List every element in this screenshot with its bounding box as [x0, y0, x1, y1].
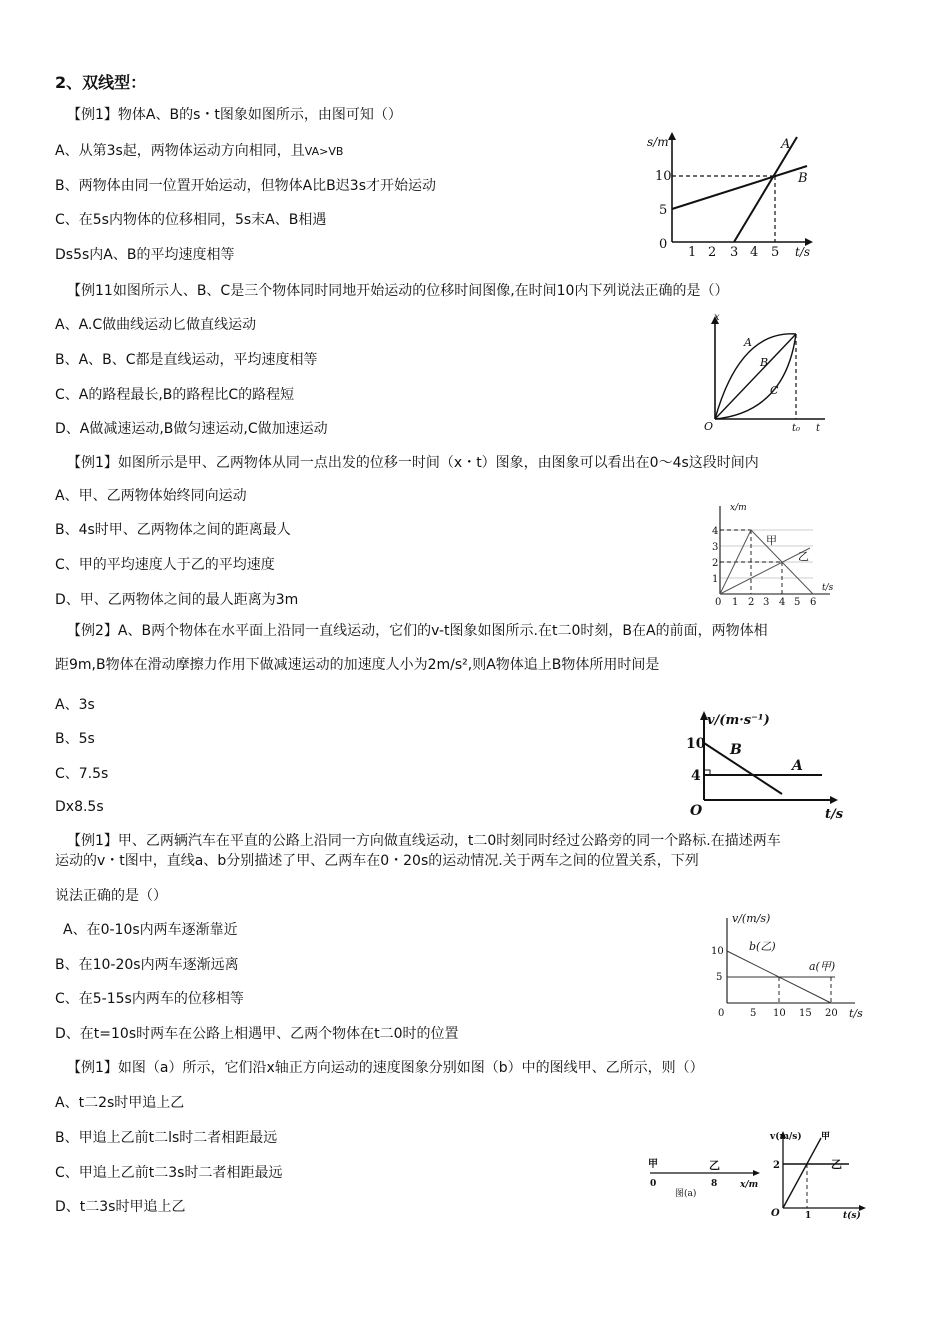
q5-option-c: C、在5-15s内两车的位移相等	[55, 991, 244, 1007]
q4-label-b: B	[730, 742, 742, 758]
q4-origin: O	[690, 803, 703, 819]
q2-label-b: B	[760, 356, 769, 369]
q6-option-b: B、甲追上乙前t二ls时二者相距最远	[55, 1130, 278, 1146]
q6b-label-jia: 甲	[821, 1132, 831, 1142]
q4-vt-graph	[680, 708, 845, 820]
q5-x-ticks	[718, 1008, 838, 1019]
q6a-x-label: x/m	[740, 1180, 759, 1190]
q4-option-a: A、3s	[55, 697, 95, 713]
svg-text:1: 1	[732, 597, 739, 608]
q4-option-c: C、7.5s	[55, 766, 109, 782]
svg-text:3: 3	[712, 542, 719, 553]
q2-option-d: D、A做减速运动,B做匀速运动,C做加速运动	[55, 421, 328, 437]
q1-tick-10: 10	[655, 169, 672, 184]
q3-x-label: t/s	[822, 583, 834, 593]
q5-tick-10: 10	[711, 946, 724, 957]
q2-option-a: A、A.C做曲线运动匕做直线运动	[55, 317, 257, 333]
svg-text:6: 6	[810, 597, 817, 608]
q1-y-arrow	[668, 132, 676, 140]
svg-text:1: 1	[712, 574, 719, 585]
q2-label-a: A	[744, 336, 752, 349]
q2-origin: O	[704, 420, 714, 433]
q1-tick-x3: 3	[730, 245, 739, 260]
svg-text:15: 15	[799, 1008, 812, 1019]
q1-tick-x1: 1	[688, 245, 697, 260]
q1-line-a	[734, 137, 797, 242]
q3-label-jia: 甲	[766, 534, 777, 547]
q3-option-b: B、4s时甲、乙两物体之间的距离最人	[55, 522, 291, 538]
q6-option-a: A、t二2s时甲追上乙	[55, 1095, 185, 1111]
q5-stem-line2: 运动的v・t图中，直线a、b分别描述了甲、乙两车在0・20s的运动情况.关于两车之间的位置关系，下列	[55, 853, 699, 869]
q5-stem-line1: 【例1】甲、乙两辆汽车在平直的公路上沿同一方向做直线运动，t二0时刻同时经过公路旁的同一个路标.在描述两车	[67, 833, 781, 849]
q1-option-a-text: A、从第3s起，两物体运动方向相同，且	[55, 143, 305, 159]
q4-label-a: A	[792, 758, 803, 774]
q6-option-c: C、甲追上乙前t二3s时二者相距最远	[55, 1165, 283, 1181]
svg-text:5: 5	[794, 597, 801, 608]
q5-option-d: D、在t=10s时两车在公路上相遇甲、乙两个物体在t二0时的位置	[55, 1026, 459, 1042]
q6a-x-arrow	[753, 1170, 760, 1176]
q6a-caption: 图(a)	[675, 1189, 697, 1199]
q5-y-label: v/(m/s)	[732, 912, 771, 925]
section-title: 2、双线型：	[55, 73, 147, 92]
q3-y-label: x/m	[730, 503, 747, 513]
q6a-label-jia: 甲	[648, 1159, 658, 1170]
q6-figure-a	[645, 1156, 765, 1208]
q6b-label-yi: 乙	[831, 1158, 842, 1171]
q6-figure-b	[765, 1126, 875, 1220]
q5-label-a: a(甲)	[809, 960, 836, 973]
q1-line-b	[672, 166, 807, 209]
svg-text:20: 20	[825, 1008, 838, 1019]
q5-vt-graph	[705, 910, 875, 1025]
q5-option-b: B、在10-20s内两车逐渐远离	[55, 957, 239, 973]
q4-tick-10: 10	[686, 736, 706, 752]
q3-x-ticks	[715, 597, 816, 608]
q1-tick-x5: 5	[771, 245, 780, 260]
q4-y-label: v/(m·s⁻¹)	[707, 713, 770, 728]
q1-option-d: Ds5s内A、B的平均速度相等	[55, 247, 235, 263]
q6b-line-jia	[783, 1138, 821, 1208]
q1-tick-x2: 2	[708, 245, 717, 260]
q1-st-graph	[645, 132, 820, 267]
q4-option-b: B、5s	[55, 731, 95, 747]
q6b-tick-1: 1	[805, 1211, 812, 1221]
q3-label-yi: 乙	[798, 550, 809, 563]
q3-xt-graph	[712, 498, 842, 608]
svg-text:2: 2	[712, 558, 719, 569]
q1-tick-5: 5	[659, 203, 668, 218]
svg-text:10: 10	[773, 1008, 786, 1019]
q6b-y-label: v(m/s)	[770, 1132, 802, 1142]
q2-option-b: B、A、B、C都是直线运动，平均速度相等	[55, 352, 318, 368]
q3-option-a: A、甲、乙两物体始终同向运动	[55, 488, 247, 504]
q1-option-c: C、在5s内物体的位移相同，5s末A、B相遇	[55, 212, 327, 228]
svg-text:5: 5	[750, 1008, 757, 1019]
q3-y-ticks	[712, 526, 718, 585]
q5-x-label: t/s	[849, 1007, 863, 1020]
q1-label-a: A	[781, 137, 791, 152]
q2-xt-graph	[700, 312, 830, 437]
svg-text:4: 4	[779, 597, 786, 608]
q1-option-a-va: VA>VB	[304, 145, 344, 158]
q3-line-yi	[720, 548, 810, 594]
q6b-origin: O	[771, 1208, 780, 1219]
q3-option-d: D、甲、乙两物体之间的最人距离为3m	[55, 592, 299, 608]
q4-tick-4: 4	[691, 768, 701, 784]
q2-x-label: t	[816, 423, 821, 434]
q2-option-c: C、A的路程最长,B的路程比C的路程短	[55, 387, 295, 403]
q5-stem-line3: 说法正确的是（）	[55, 888, 167, 904]
q4-line-b	[704, 743, 782, 794]
q6b-x-label: t(s)	[843, 1211, 861, 1221]
q1-label-b: B	[798, 171, 808, 186]
svg-text:2: 2	[748, 597, 755, 608]
q1-stem: 【例1】物体A、B的s・t图象如图所示，由图可知（）	[67, 107, 402, 123]
svg-text:0: 0	[715, 597, 722, 608]
q4-stem-line2: 距9m,B物体在滑动摩擦力作用下做减速运动的加速度人小为2m/s²,则A物体追上B物体所用时间是	[55, 657, 660, 673]
svg-text:4: 4	[712, 526, 719, 537]
q4-stem-line1: 【例2】A、B两个物体在水平面上沿同一直线运动，它们的v-t图象如图所示.在t二0时刻，B在A的前面，两物体相	[67, 623, 768, 639]
q5-option-a: A、在0-10s内两车逐渐靠近	[63, 922, 238, 938]
q6a-label-yi: 乙	[709, 1159, 720, 1172]
q2-label-c: C	[770, 384, 779, 397]
q2-y-label: x	[714, 312, 720, 323]
q2-stem: 【例11如图所示人、B、C是三个物体同时同地开始运动的位移时间图像,在时间10内下列说法正确的是（）	[67, 283, 729, 299]
q6-option-d: D、t二3s时甲追上乙	[55, 1199, 186, 1215]
q1-y-label: s/m	[647, 135, 669, 149]
q4-x-arrow	[830, 796, 838, 804]
q3-stem: 【例1】如图所示是甲、乙两物体从同一点出发的位移一时间（x・t）图象，由图象可以看出在0〜4s这段时间内	[67, 455, 759, 471]
q3-option-c: C、甲的平均速度人于乙的平均速度	[55, 557, 275, 573]
q5-tick-5: 5	[716, 972, 723, 983]
svg-text:3: 3	[763, 597, 770, 608]
svg-text:0: 0	[718, 1008, 725, 1019]
q1-tick-x4: 4	[750, 245, 759, 260]
q1-option-a	[55, 142, 343, 161]
q5-label-b: b(乙)	[749, 940, 776, 953]
q6a-tick-8: 8	[711, 1179, 718, 1189]
q2-t0-label: t₀	[792, 423, 801, 434]
q6b-tick-2: 2	[773, 1160, 780, 1171]
q6-stem: 【例1】如图（a）所示，它们沿x轴正方向运动的速度图象分别如图（b）中的图线甲、乙所示，则（）	[67, 1060, 704, 1076]
q1-x-label: t/s	[795, 245, 811, 259]
q1-option-b: B、两物体由同一位置开始运动，但物体A比B迟3s才开始运动	[55, 178, 436, 194]
q1-tick-0: 0	[659, 237, 668, 252]
q6a-tick-0: 0	[650, 1179, 657, 1189]
q4-x-label: t/s	[825, 807, 844, 822]
q4-option-d: Dx8.5s	[55, 799, 104, 815]
